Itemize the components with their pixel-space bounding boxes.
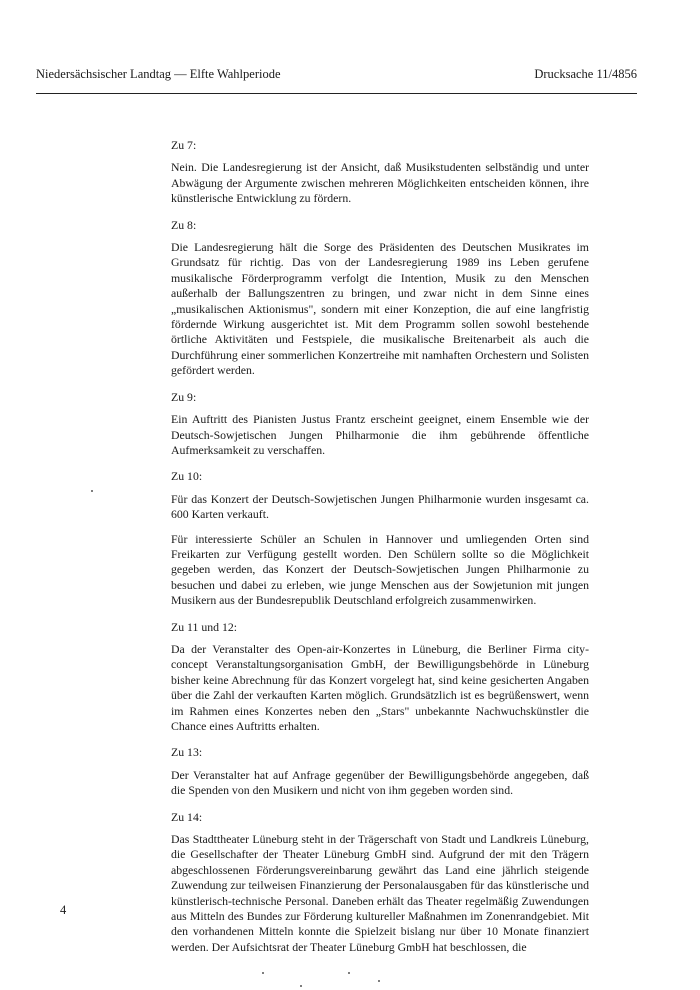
section-zu-7 xyxy=(171,138,589,207)
section-heading: Zu 10: xyxy=(171,469,203,484)
section-paragraph: Ein Auftritt des Pianisten Justus Frantz erscheint geeignet, einem Ensemble wie der Deutsch-Sowjetischen Jungen Philharmonie die ihm gebührende öffentliche Aufmerksamkeit zu verschaffen. xyxy=(171,412,589,457)
header-parliament-title: Niedersächsischer Landtag — Elfte Wahlperiode xyxy=(36,67,281,81)
page-number: 4 xyxy=(60,903,67,917)
section-paragraph: Das Stadttheater Lüneburg steht in der Trägerschaft von Stadt und Landkreis Lüneburg, die Gesellschafter der Theater Lüneburg GmbH sind. Aufgrund der mit den Trägern abgeschlossenen Förderungsvereinbarung gewährt das Land eine jährlich steigende Zuwendung zur teilweisen Finanzierung der Personalausgaben für das künstlerische und künstlerisch-technische Personal. Daneben erhält das Theater regelmäßig Zuwendungen aus Mitteln des Bundes zur Förderung kultureller Maßnahmen im Zonenrandgebiet. Mit den vorhandenen Mitteln konnte die Spielzeit bislang nur über 10 Monate finanziert werden. Der Aufsichtsrat der Theater Lüneburg GmbH hat beschlossen, die xyxy=(171,832,589,954)
section-zu-11-und-12 xyxy=(171,620,589,735)
section-paragraph: Da der Veranstalter des Open-air-Konzertes in Lüneburg, die Berliner Firma city-concept Veranstaltungsorganisation GmbH, der Bewilligungsbehörde in Lüneburg bisher keine Abrechnung für das Konzert vorgelegt hat, sind keine gesicherten Angaben über die Zahl der verkauften Karten möglich. Grundsätzlich ist es begrüßenswert, wenn im Rahmen eines Konzertes neben den „Stars" unbekannte Nachwuchskünstler die Chance eines Auftritts erhalten. xyxy=(171,641,589,733)
scan-speck xyxy=(262,972,264,974)
header-document-number: Drucksache 11/4856 xyxy=(534,67,637,81)
section-zu-13 xyxy=(171,745,589,798)
section-zu-14 xyxy=(171,810,589,956)
document-body xyxy=(171,138,589,964)
section-heading: Zu 14: xyxy=(171,809,203,824)
section-heading: Zu 7: xyxy=(171,138,197,152)
header-divider xyxy=(36,93,637,94)
section-paragraph: Die Landesregierung hält die Sorge des Präsidenten des Deutschen Musikrates im Grundsatz für richtig. Das von der Landesregierung 1989 ins Leben gerufene musikalische Förderprogramm verfolgt die Intention, Musik zu den Menschen außerhalb der Ballungszentren zu bringen, und zwar nicht in dem Sinne eines „musikalischen Aktionismus", sondern mit einer Konzeption, die auf eine langfristig fördernde Wirkung ausgerichtet ist. Mit dem Programm sollen sowohl bestehende örtliche Aktivitäten und Festspiele, die musikalische Breitenarbeit als auch die Durchführung einer sommerlichen Konzertreihe mit namhaften Orchestern und Solisten gefördert werden. xyxy=(171,240,589,378)
section-heading: Zu 8: xyxy=(171,217,197,232)
section-paragraph: Nein. Die Landesregierung ist der Ansicht, daß Musikstudenten selbständig und unter Abwägung der Argumente zwischen mehreren Möglichkeiten entscheiden können, ihre künstlerische Entwicklung zu fördern. xyxy=(171,160,589,206)
section-zu-9 xyxy=(171,390,589,459)
section-paragraph: Der Veranstalter hat auf Anfrage gegenüber der Bewilligungsbehörde angegeben, daß die Spenden von den Musikern und nicht von ihm gegeben worden sind. xyxy=(171,767,589,798)
scan-speck xyxy=(91,490,93,492)
section-zu-8 xyxy=(171,218,589,379)
section-heading: Zu 13: xyxy=(171,745,203,760)
section-heading: Zu 11 und 12: xyxy=(171,619,238,634)
page-header xyxy=(36,66,637,82)
section-paragraph: Für interessierte Schüler an Schulen in Hannover und umliegenden Orten sind Freikarten zur Verfügung gestellt worden. Den Schülern sollte so die Möglichkeit gegeben werden, das Konzert der Deutsch-Sowjetischen Jungen Philharmonie zu besuchen und dabei zu erleben, wie junge Menschen aus der Sowjetunion mit jungen Musikern aus der Bundesrepublik Deutschland erfolgreich zusammenwirken. xyxy=(171,531,589,608)
section-paragraph: Für das Konzert der Deutsch-Sowjetischen Jungen Philharmonie wurden insgesamt ca. 600 Karten verkauft. xyxy=(171,491,589,522)
scan-speck xyxy=(300,985,302,987)
scan-speck xyxy=(378,980,380,982)
section-zu-10 xyxy=(171,469,589,608)
scan-speck xyxy=(348,972,350,974)
section-heading: Zu 9: xyxy=(171,389,197,404)
